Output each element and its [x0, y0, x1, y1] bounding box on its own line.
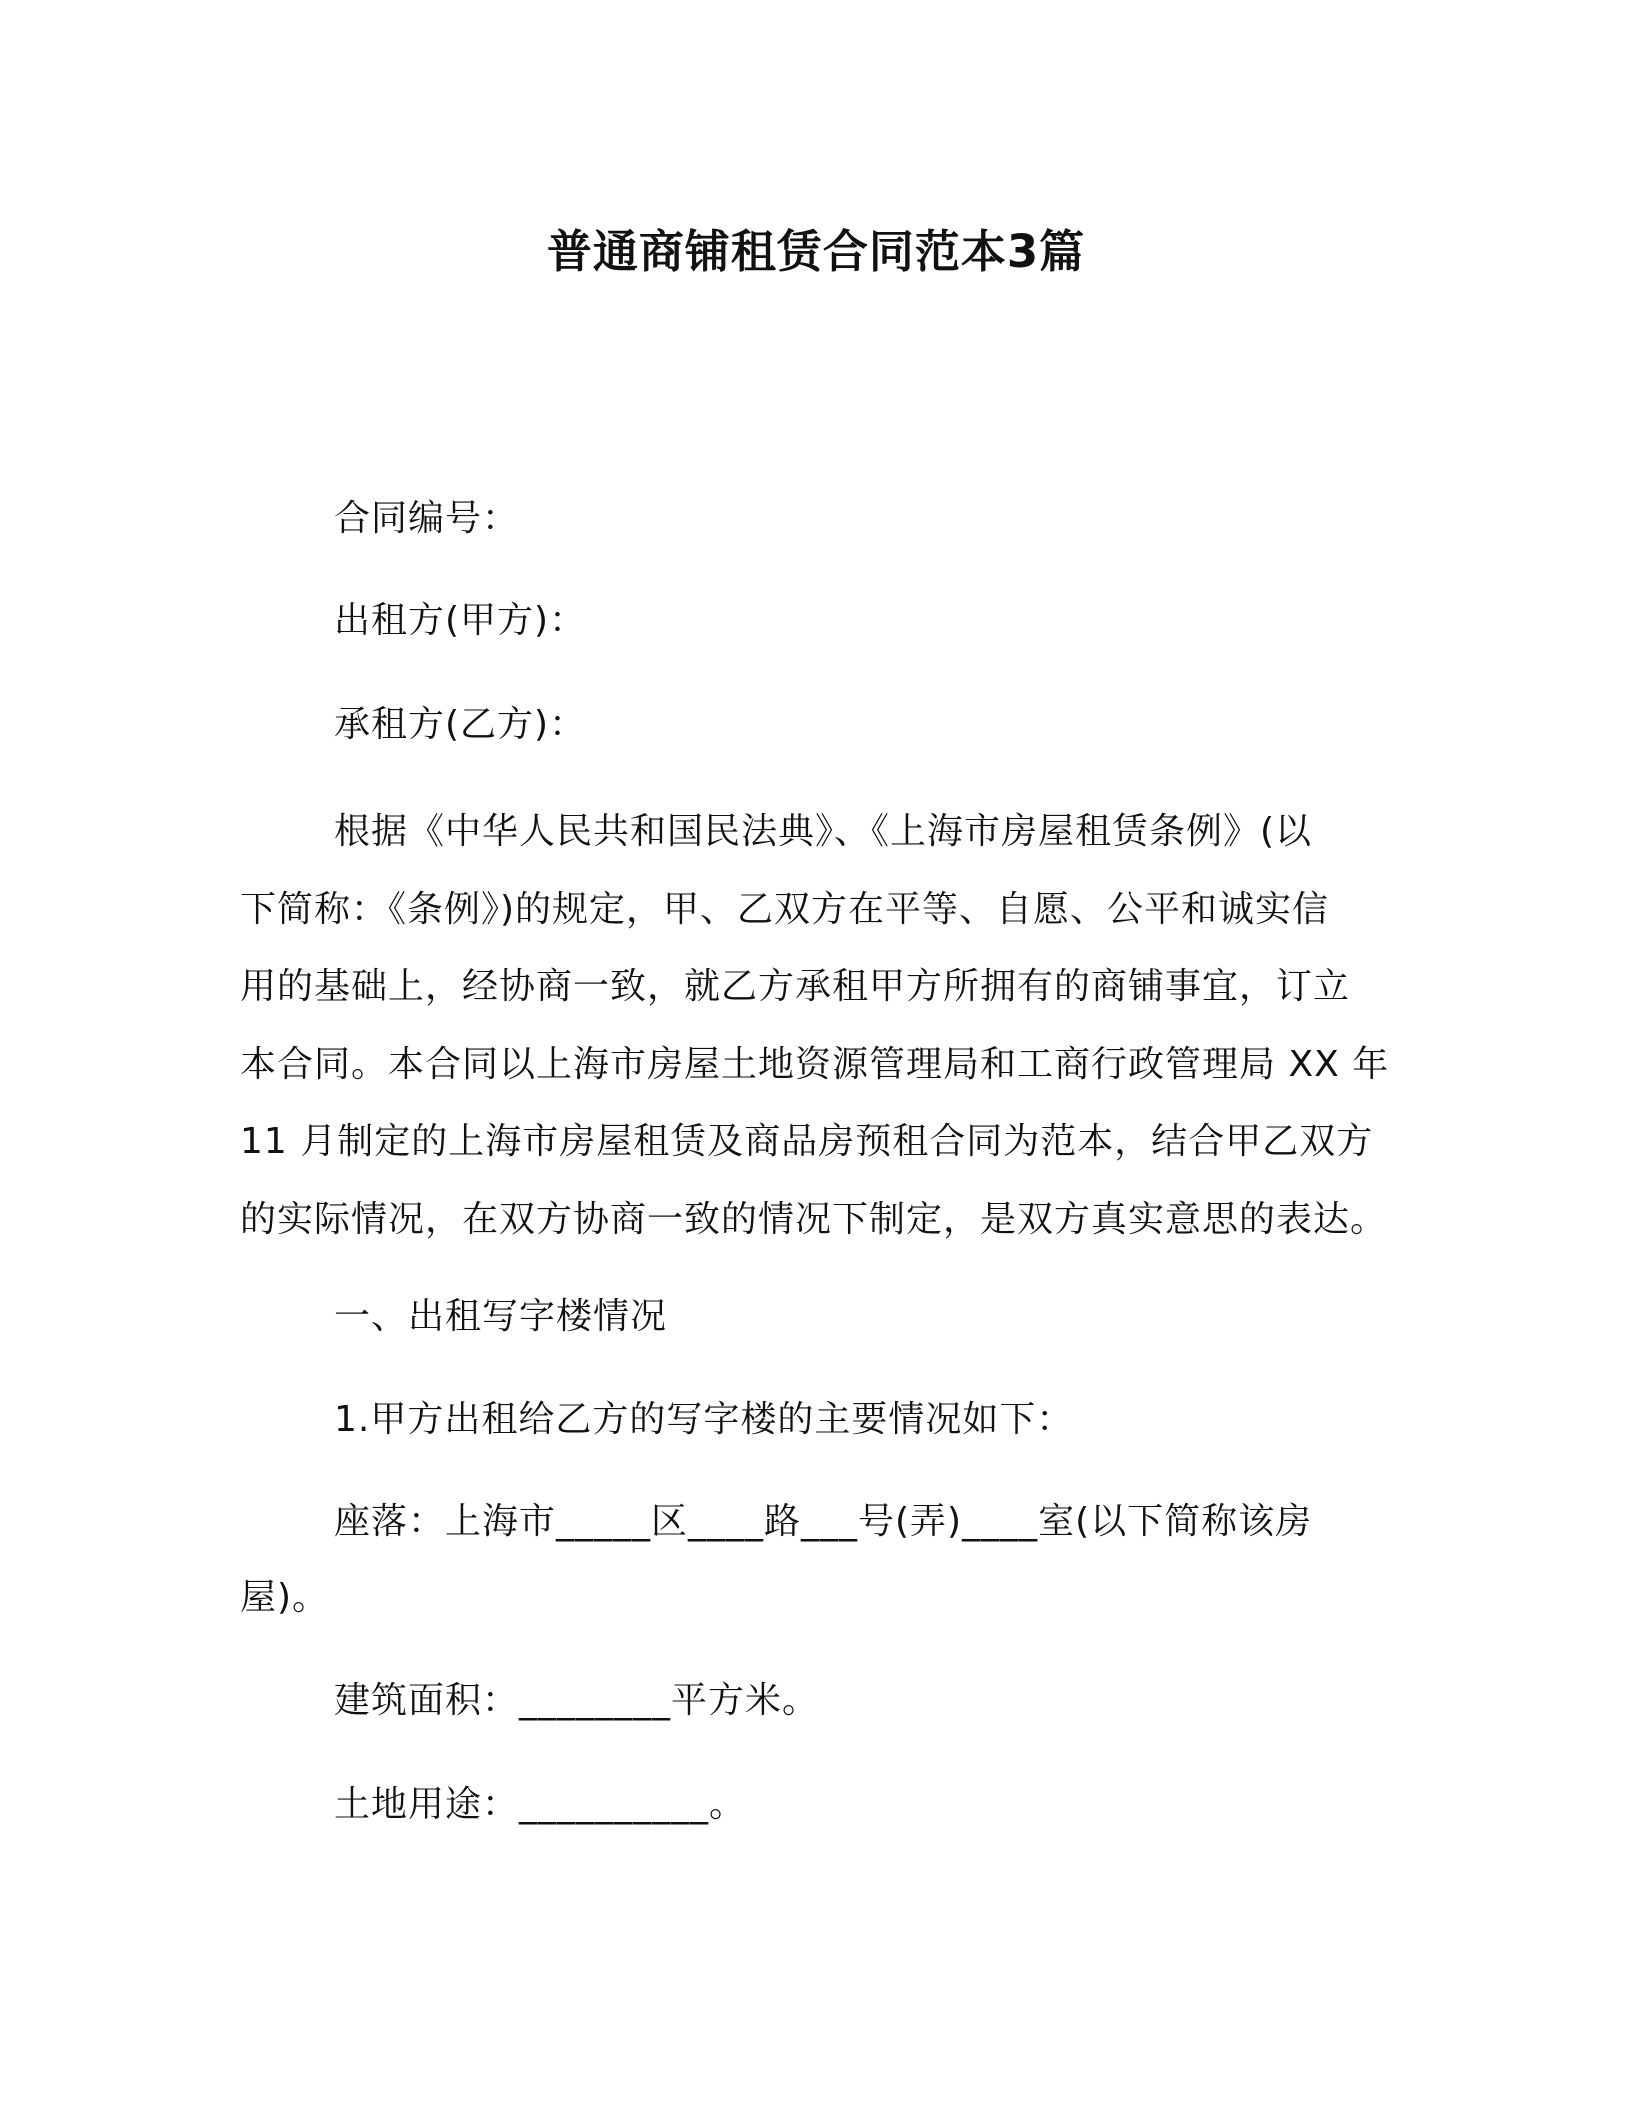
- location-line: 座落：上海市_____区____路___号(弄)____室(以下简称该房: [334, 1501, 1313, 1542]
- section-heading: 一、出租写字楼情况: [334, 1296, 668, 1337]
- document-title: 普通商铺租赁合同范本3篇: [546, 225, 1086, 278]
- lessor-field: 出租方(甲方)：: [334, 600, 587, 641]
- lessee-field: 承租方(乙方)：: [334, 704, 587, 745]
- preamble-paragraph: [240, 793, 1400, 1258]
- clause-item-1: 1.甲方出租给乙方的写字楼的主要情况如下：: [334, 1399, 1074, 1440]
- location-line-continued: 屋)。: [240, 1577, 330, 1618]
- building-area-field: 建筑面积：________平方米。: [334, 1680, 820, 1721]
- preamble-line: 本合同。本合同以上海市房屋土地资源管理局和工商行政管理局 XX 年: [240, 1043, 1390, 1085]
- preamble-line: 根据《中华人民共和国民法典》、《上海市房屋租赁条例》(以: [334, 811, 1313, 852]
- contract-number-field: 合同编号：: [334, 498, 520, 539]
- preamble-line: 下简称：《条例》)的规定，甲、乙双方在平等、自愿、公平和诚实信: [240, 888, 1330, 930]
- land-use-field: 土地用途：__________。: [334, 1784, 747, 1825]
- preamble-line: 的实际情况，在双方协商一致的情况下制定，是双方真实意思的表达。: [240, 1198, 1388, 1240]
- preamble-line: 11 月制定的上海市房屋租赁及商品房预租合同为范本，结合甲乙双方: [240, 1121, 1374, 1162]
- preamble-line: 用的基础上，经协商一致，就乙方承租甲方所拥有的商铺事宜，订立: [240, 966, 1351, 1007]
